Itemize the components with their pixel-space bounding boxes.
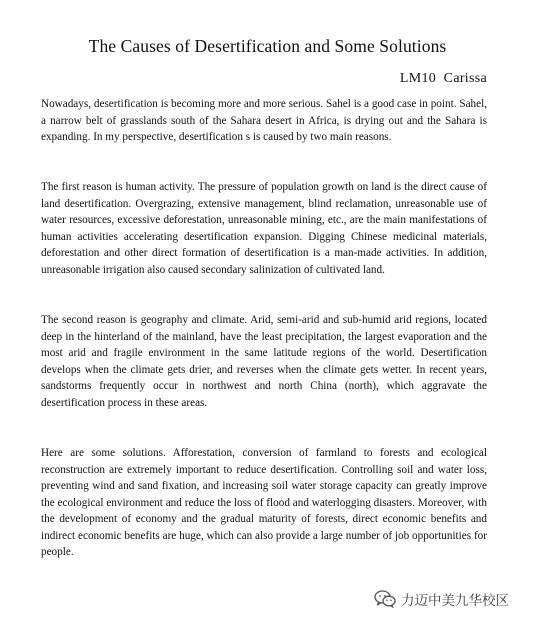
wechat-icon xyxy=(374,590,396,608)
paragraph-intro: Nowadays, desertification is becoming more and more serious. Sahel is a good case in point. Sahel, a narrow belt of grasslands south of the Sahara desert in Africa, is drying out and the Sahara is expanding. In my perspective, desertification s is caused by two main reasons. xyxy=(41,98,487,143)
watermark-text: 力迈中美九华校区 xyxy=(401,593,509,609)
paragraph-solutions: Here are some solutions. Afforestation, conversion of farmland to forests and ecological reconstruction are extremely important to reduce desertification. Controlling soil and water loss, preventing wind and sand fixation, and increasing soil water storage capacity can greatly improve the ecological environment and reduce the loss of flood and waterlogging disasters. Moreover, with the development of economy and the gradual maturity of forests, direct economic benefits and indirect economic benefits are huge, which can also provide a large number of job opportunities for people. xyxy=(41,447,487,558)
watermark xyxy=(374,589,509,609)
document-title: The Causes of Desertification and Some Solutions xyxy=(88,36,447,56)
paragraph-geography-climate: The second reason is geography and climate. Arid, semi-arid and sub-humid arid regions, located deep in the hinterland of the mainland, have the least precipitation, the largest evaporation and the most arid and fragile environment in the same latitude regions of the world. Desertification develops when the climate gets drier, and reverses when the climate gets wetter. In recent years, sandstorms frequently occur in northwest and north China (north), which aggravate the desertification process in these areas. xyxy=(41,314,487,409)
paragraph-human-activity: The first reason is human activity. The pressure of population growth on land is the direct cause of land desertification. Overgrazing, extensive management, blind reclamation, unreasonable use of water resources, excessive deforestation, unreasonable mining, etc., are the main manifestations of human activities accelerating desertification expansion. Digging Chinese medicinal materials, deforestation and other direct formation of desertification is a man-made activities. In addition, unreasonable irrigation also caused secondary salinization of cultivated land. xyxy=(41,181,487,276)
author-line: LM10 Carissa xyxy=(399,71,487,86)
